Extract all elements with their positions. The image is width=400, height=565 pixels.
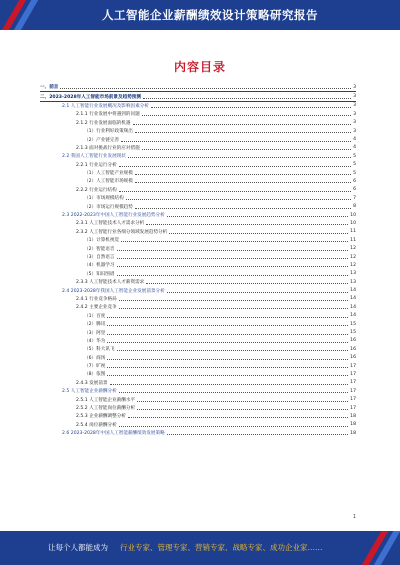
toc-entry-title: 2.1.3 面对挑战行业的应对措施 xyxy=(76,145,140,151)
toc-entry-page: 17 xyxy=(350,397,356,403)
toc-entry-title: 2.1.1 行业发展中将遇到的问题 xyxy=(76,112,140,118)
toc-entry[interactable] xyxy=(40,92,356,101)
toc-entry[interactable] xyxy=(40,429,356,437)
toc-entry-title: 2.1 人工智能行业发展概况及影响因素分析 xyxy=(62,103,149,109)
table-of-contents xyxy=(40,83,356,437)
dot-leader xyxy=(137,398,348,402)
dot-leader xyxy=(107,372,348,376)
toc-entry-page: 16 xyxy=(350,346,356,352)
toc-entry[interactable] xyxy=(40,354,356,362)
report-title: 人工智能企业薪酬绩效设计策略研究报告 xyxy=(102,8,318,22)
dot-leader xyxy=(143,95,351,99)
toc-entry-title: 2.3.3 人工智能技术人才薪资需求 xyxy=(76,280,145,286)
toc-entry-page: 18 xyxy=(350,422,356,428)
slogan-rest: 行业专家、管理专家、营销专家、战略专家、成功企业家…… xyxy=(120,543,323,552)
toc-entry[interactable] xyxy=(40,102,356,110)
toc-entry-page: 7 xyxy=(353,195,356,201)
toc-entry[interactable] xyxy=(40,236,356,244)
dot-leader xyxy=(151,104,351,108)
toc-entry[interactable] xyxy=(40,127,356,135)
toc-entry[interactable] xyxy=(40,379,356,387)
toc-entry-page: 4 xyxy=(353,137,356,143)
toc-entry-title: 2.5.1 人工智能企业薪酬水平 xyxy=(76,397,136,403)
toc-entry-page: 5 xyxy=(353,170,356,176)
toc-entry[interactable] xyxy=(40,387,356,395)
toc-entry-title: 2.5.3 企业薪酬调整分析 xyxy=(76,414,126,420)
toc-entry-page: 10 xyxy=(350,220,356,226)
toc-entry[interactable] xyxy=(40,202,356,210)
toc-entry-title: 2.4.2 主要企业竞争 xyxy=(76,305,117,311)
toc-entry[interactable] xyxy=(40,152,356,160)
toc-entry[interactable] xyxy=(40,83,356,92)
toc-entry-page: 13 xyxy=(350,279,356,285)
toc-entry-page: 6 xyxy=(353,178,356,184)
toc-entry-title: （5）科大讯飞 xyxy=(84,347,115,353)
dot-leader xyxy=(117,247,349,251)
toc-entry-title: 2.6 2023-2028年中国人工智能薪酬绩效发展策略 xyxy=(62,431,165,437)
slogan-lead: 让每个人都能成为 xyxy=(48,543,108,552)
toc-entry-title: 2.3.1 人工智能技术人才需求分析 xyxy=(76,221,145,227)
toc-entry[interactable] xyxy=(40,186,356,194)
top-banner xyxy=(0,0,400,30)
toc-entry-title: （1）计算机视觉 xyxy=(84,238,120,244)
toc-entry-page: 17 xyxy=(350,405,356,411)
dot-leader xyxy=(146,280,348,284)
dot-leader xyxy=(117,263,349,267)
toc-entry-page: 17 xyxy=(350,380,356,386)
toc-entry[interactable] xyxy=(40,421,356,429)
toc-entry[interactable] xyxy=(40,228,356,236)
toc-entry-title: （2）腾讯 xyxy=(84,322,106,328)
dot-leader xyxy=(119,163,351,167)
toc-entry-page: 10 xyxy=(350,212,356,218)
toc-entry-title: 一、前言 xyxy=(40,85,59,91)
toc-entry-page: 12 xyxy=(350,246,356,252)
toc-entry[interactable] xyxy=(40,404,356,412)
dot-leader xyxy=(167,289,348,293)
toc-entry-title: （3）阿里 xyxy=(84,330,106,336)
dot-leader xyxy=(135,129,351,133)
toc-entry-page: 3 xyxy=(353,111,356,117)
toc-entry-page: 14 xyxy=(350,313,356,319)
dot-leader xyxy=(107,339,348,343)
toc-entry-page: 11 xyxy=(350,237,356,243)
dot-leader xyxy=(117,255,349,259)
toc-entry[interactable] xyxy=(40,286,356,294)
toc-entry-title: （1）市场规模结构 xyxy=(84,196,124,202)
toc-entry-page: 3 xyxy=(353,128,356,134)
toc-entry-title: 2.3.2 人工智能行业各细分领域发展趋势分析 xyxy=(76,229,168,235)
dot-leader xyxy=(137,406,348,410)
toc-entry[interactable] xyxy=(40,337,356,345)
toc-entry-page: 3 xyxy=(353,84,356,90)
toc-entry[interactable] xyxy=(40,211,356,219)
toc-entry[interactable] xyxy=(40,345,356,353)
toc-entry-page: 4 xyxy=(353,145,356,151)
toc-entry-page: 11 xyxy=(350,229,356,235)
toc-entry[interactable] xyxy=(40,303,356,311)
dot-leader xyxy=(169,230,348,234)
dot-leader xyxy=(126,196,351,200)
toc-entry[interactable] xyxy=(40,144,356,152)
toc-entry-page: 12 xyxy=(350,254,356,260)
dot-leader xyxy=(110,381,349,385)
toc-entry-page: 18 xyxy=(350,430,356,436)
toc-entry-page: 15 xyxy=(350,330,356,336)
page-number: 1 xyxy=(352,514,356,520)
dot-leader xyxy=(107,356,348,360)
toc-entry-page: 3 xyxy=(353,103,356,109)
toc-entry[interactable] xyxy=(40,161,356,169)
toc-entry[interactable] xyxy=(40,135,356,143)
toc-entry-title: （1）人工智能产业规模 xyxy=(84,171,133,177)
toc-entry-page: 17 xyxy=(350,363,356,369)
toc-entry-title: （3）自然语言 xyxy=(84,255,115,260)
dot-leader xyxy=(121,238,348,242)
dot-leader xyxy=(117,272,349,276)
toc-entry-page: 8 xyxy=(353,204,356,210)
toc-entry-title: 2.2 我国人工智能行业发展现状 xyxy=(62,154,126,160)
toc-entry-title: 2.5.2 人工智能岗位薪酬分析 xyxy=(76,406,136,412)
toc-entry[interactable] xyxy=(40,370,356,378)
dot-leader xyxy=(107,322,348,326)
toc-entry[interactable] xyxy=(40,328,356,336)
toc-entry-title: （1）行业利好政策频出 xyxy=(84,129,133,135)
toc-entry-title: （5）知识图谱 xyxy=(84,271,115,277)
toc-entry[interactable] xyxy=(40,395,356,403)
toc-entry[interactable] xyxy=(40,312,356,320)
toc-entry[interactable] xyxy=(40,177,356,185)
toc-entry-page: 5 xyxy=(353,153,356,159)
dot-leader xyxy=(167,213,348,217)
toc-entry-title: 2.4 2023-2028年我国人工智能企业发展前景分析 xyxy=(62,288,165,294)
toc-entry[interactable] xyxy=(40,110,356,118)
toc-entry[interactable] xyxy=(40,320,356,328)
toc-entry[interactable] xyxy=(40,261,356,269)
toc-entry-page: 14 xyxy=(350,304,356,310)
toc-entry[interactable] xyxy=(40,194,356,202)
dot-leader xyxy=(135,179,351,183)
toc-entry-page: 3 xyxy=(353,94,356,100)
toc-entry-title: （1）百度 xyxy=(84,313,106,319)
dot-leader xyxy=(119,389,348,393)
toc-entry[interactable] xyxy=(40,244,356,252)
toc-entry-title: （2）人工智能市场规模 xyxy=(84,179,133,185)
bottom-banner xyxy=(0,531,400,565)
toc-entry-page: 18 xyxy=(350,413,356,419)
toc-entry-title: 2.3 2022-2023年中国人工智能行业发展趋势分析 xyxy=(62,213,165,219)
dot-leader xyxy=(128,414,348,418)
toc-entry-title: （2）智能语音 xyxy=(84,246,115,252)
toc-entry-page: 17 xyxy=(350,371,356,377)
dot-leader xyxy=(121,138,351,142)
toc-entry[interactable] xyxy=(40,270,356,278)
toc-entry-page: 5 xyxy=(353,162,356,168)
dot-leader xyxy=(135,205,351,209)
toc-entry-page: 12 xyxy=(350,262,356,268)
dot-leader xyxy=(142,146,351,150)
toc-entry[interactable] xyxy=(40,219,356,227)
toc-entry-page: 15 xyxy=(350,321,356,327)
dot-leader xyxy=(119,297,348,301)
toc-entry-title: 2.5 人工智能企业薪酬分析 xyxy=(62,389,117,395)
toc-entry-title: 2.5.4 岗位薪酬分析 xyxy=(76,422,117,428)
toc-entry[interactable] xyxy=(40,253,356,261)
toc-entry[interactable] xyxy=(40,412,356,420)
toc-entry[interactable] xyxy=(40,362,356,370)
dot-leader xyxy=(135,171,351,175)
toc-entry-title: （4）机器学习 xyxy=(84,263,115,269)
dot-leader xyxy=(107,314,348,318)
toc-entry-title: （2）市场运行规模趋势 xyxy=(84,204,133,210)
toc-entry-title: 2.4.3 发展前景 xyxy=(76,380,108,386)
dot-leader xyxy=(133,121,352,125)
toc-entry[interactable] xyxy=(40,278,356,286)
toc-entry[interactable] xyxy=(40,119,356,127)
toc-entry-page: 14 xyxy=(350,296,356,302)
toc-entry-page: 13 xyxy=(350,271,356,277)
toc-entry[interactable] xyxy=(40,295,356,303)
dot-leader xyxy=(142,112,351,116)
dot-leader xyxy=(119,305,348,309)
toc-heading: 内容目录 xyxy=(173,60,226,74)
toc-entry-title: 2.4.1 行业竞争格局 xyxy=(76,296,117,302)
dot-leader xyxy=(119,423,348,427)
dot-leader xyxy=(128,154,351,158)
dot-leader xyxy=(117,347,349,351)
toc-entry-title: 2.1.2 行业发展面临的机遇 xyxy=(76,120,131,126)
dot-leader xyxy=(146,221,348,225)
toc-entry[interactable] xyxy=(40,169,356,177)
toc-entry-title: （8）依图 xyxy=(84,372,106,378)
dot-leader xyxy=(107,364,348,368)
toc-entry-page: 6 xyxy=(353,187,356,193)
dot-leader xyxy=(119,188,351,192)
toc-entry-title: 二、2023-2028年人工智能市场前景及趋势预测 xyxy=(40,94,141,100)
dot-leader xyxy=(107,331,348,335)
toc-entry-page: 14 xyxy=(350,288,356,294)
toc-entry-page: 3 xyxy=(353,120,356,126)
toc-entry-title: 2.2.1 行业运行分析 xyxy=(76,162,117,168)
dot-leader xyxy=(167,431,348,435)
toc-entry-title: （2）产业链完善 xyxy=(84,137,120,143)
toc-entry-title: （4）华为 xyxy=(84,338,106,344)
toc-entry-title: （6）商汤 xyxy=(84,355,106,361)
dot-leader xyxy=(60,85,351,89)
toc-entry-page: 16 xyxy=(350,355,356,361)
toc-entry-title: 2.2.2 行业运行结构 xyxy=(76,187,117,193)
toc-entry-page: 16 xyxy=(350,338,356,344)
toc-entry-title: （7）旷视 xyxy=(84,364,106,370)
toc-entry-page: 17 xyxy=(350,388,356,394)
